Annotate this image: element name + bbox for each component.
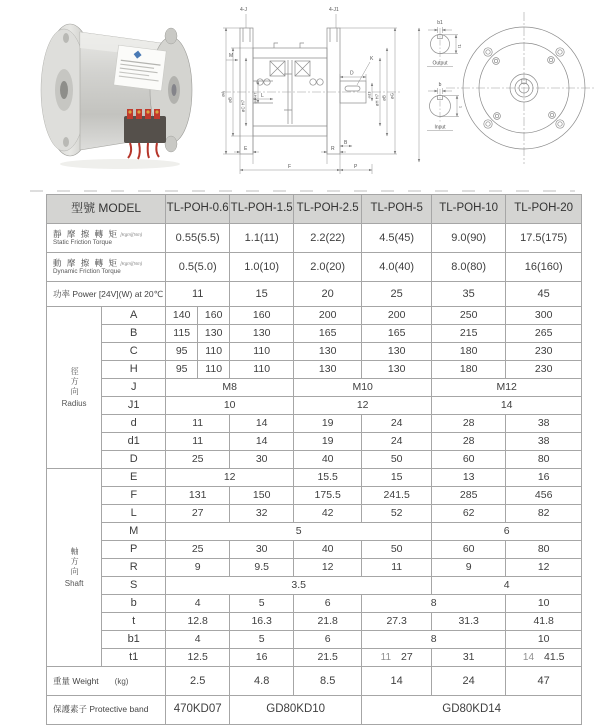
table-row [47,469,582,487]
row-label: E [102,469,166,487]
spec-value: 12 [294,397,432,415]
spec-value: 165 [362,325,432,343]
table-row [47,559,582,577]
spec-value: 40 [294,541,362,559]
spec-value: 12 [294,559,362,577]
spec-value: 3.5 [166,577,432,595]
front-view-drawing [412,2,600,190]
spec-value: 32 [230,505,294,523]
table-row [47,325,582,343]
dim-label-f: F [288,164,292,170]
table-row [47,451,582,469]
spec-value: 180 [432,361,506,379]
spec-value: GD80KD10 [230,696,362,725]
dim-label-t1: t1 [457,44,462,48]
spec-value: M10 [294,379,432,397]
spec-value: 130 [294,361,362,379]
spec-value: 11 [166,282,230,307]
column-header: TL-POH-1.5 [230,195,294,224]
spec-value: 175.5 [294,487,362,505]
spec-value: 0.5(5.0) [166,253,230,282]
dim-label-t: t [458,106,463,108]
spec-value: 110 [198,361,230,379]
row-label: D [102,451,166,469]
spec-value: 130 [198,325,230,343]
header-row [47,195,582,224]
spec-value: 24 [362,433,432,451]
spec-value: M12 [432,379,582,397]
spec-value: 200 [294,307,362,325]
spec-value: 41.8 [506,613,582,631]
table-row [47,282,582,307]
spec-value: 140 [166,307,198,325]
dim-label-k: K [370,56,374,62]
spec-value: 31 [432,649,506,667]
row-label: t [102,613,166,631]
table-row [47,224,582,253]
spec-value: 6 [432,523,582,541]
column-header: TL-POH-10 [432,195,506,224]
spec-value: 110 [198,343,230,361]
spec-value: 4.0(40) [362,253,432,282]
spec-value: 11 [362,559,432,577]
spec-value: 200 [362,307,432,325]
spec-value: 160 [198,307,230,325]
spec-value: 21.8 [294,613,362,631]
spec-value: 35 [432,282,506,307]
spec-value: 16 [506,469,582,487]
spec-value: 456 [506,487,582,505]
spec-value: 10 [506,631,582,649]
dim-label-oc: øC H7 [240,99,246,113]
spec-value: 130 [294,343,362,361]
input-label: Input [434,124,446,131]
dim-label-oa: øA [220,91,226,97]
spec-value: 11 27 [362,649,432,667]
table-row [47,577,582,595]
table-row [47,613,582,631]
table-row [47,379,582,397]
spec-value: 20 [294,282,362,307]
spec-value: 19 [294,415,362,433]
spec-value: M8 [166,379,294,397]
column-header: TL-POH-0.6 [166,195,230,224]
row-label: d1 [102,433,166,451]
spec-value: 6 [294,595,362,613]
spec-value: 9.5 [230,559,294,577]
spec-value: 27 [166,505,230,523]
spec-value: 38 [506,415,582,433]
spec-table-wrap [46,194,582,725]
dim-label-4j1: 4-J1 [329,7,339,13]
table-row [47,541,582,559]
group-label: 軸方向 Shaft [47,469,102,667]
output-keyway-detail [427,20,462,67]
product-label [114,45,167,91]
spec-value: 25 [166,541,230,559]
spec-value: 2.2(22) [294,224,362,253]
group-label: 徑方向 Radius [47,307,102,469]
spec-value: 1.1(11) [230,224,294,253]
spec-value: 130 [230,325,294,343]
column-header: TL-POH-20 [506,195,582,224]
dim-label-4j: 4-J [240,7,247,13]
spec-value: 28 [432,433,506,451]
product-photo [28,6,200,178]
scan-artifact-line [30,190,575,192]
dim-label-b: b [438,82,442,88]
row-label: b1 [102,631,166,649]
spec-value: 4 [166,631,230,649]
dim-label-e: E [244,146,248,152]
row-label: J [102,379,166,397]
dim-label-m: M [229,53,234,59]
spec-value: 6 [294,631,362,649]
spec-value: 14 [362,667,432,696]
spec-value: 2.5 [166,667,230,696]
row-label: C [102,343,166,361]
spec-value: 31.3 [432,613,506,631]
spec-value: 14 [230,415,294,433]
spec-value: 14 41.5 [506,649,582,667]
spec-value: 28 [432,415,506,433]
spec-value: 80 [506,451,582,469]
spec-value: 16(160) [506,253,582,282]
spec-value: 11 [166,415,230,433]
spec-value: 42 [294,505,362,523]
spec-value: 10 [166,397,294,415]
spec-value: 165 [294,325,362,343]
spec-value: 13 [432,469,506,487]
spec-value: 300 [506,307,582,325]
spec-value: 110 [230,361,294,379]
spec-value: 50 [362,541,432,559]
table-row [47,307,582,325]
spec-value: 25 [362,282,432,307]
spec-value: 16.3 [230,613,294,631]
row-label: t1 [102,649,166,667]
row-label: d [102,415,166,433]
spec-value: 9 [432,559,506,577]
spec-value: 95 [166,361,198,379]
spec-value: 15.5 [294,469,362,487]
spec-value: 10 [506,595,582,613]
row-label: 保護素子 Protective band [47,696,166,725]
spec-value: 150 [230,487,294,505]
spec-value: 15 [362,469,432,487]
row-label: 重量 Weight (kg) [47,667,166,696]
spec-value: 14 [432,397,582,415]
spec-value: 12.5 [166,649,230,667]
spec-value: 15 [230,282,294,307]
row-label: B [102,325,166,343]
terminal-block [124,109,166,159]
dim-label-ob-right: øB [381,95,387,101]
spec-value: 8.5 [294,667,362,696]
spec-value: 130 [362,361,432,379]
spec-value: 40 [294,451,362,469]
row-label: S [102,577,166,595]
spec-value: 62 [432,505,506,523]
dim-label-r: R [331,146,335,152]
row-label: P [102,541,166,559]
dim-label-d: D [350,70,354,77]
spec-value: 4.5(45) [362,224,432,253]
table-row [47,415,582,433]
spec-value: 47 [506,667,582,696]
spec-value: 131 [166,487,230,505]
spec-value: 250 [432,307,506,325]
spec-value: 130 [362,343,432,361]
row-label: R [102,559,166,577]
spec-value: 82 [506,505,582,523]
row-label: H [102,361,166,379]
spec-value: 25 [166,451,230,469]
spec-value: 45 [506,282,582,307]
input-keyway-detail [427,82,463,131]
spec-value: 1.0(10) [230,253,294,282]
dim-label-p: P [354,164,358,170]
spec-value: 11 [166,433,230,451]
spec-value: 285 [432,487,506,505]
dim-label-oh: øH H7 [374,93,380,107]
dim-label-b: B [344,140,348,146]
spec-value: 14 [230,433,294,451]
dim-label-od1: ød1 [366,91,372,99]
table-row [47,433,582,451]
row-label: A [102,307,166,325]
row-label: J1 [102,397,166,415]
spec-table [46,194,582,725]
spec-value: 4.8 [230,667,294,696]
spec-value: 12.8 [166,613,230,631]
row-label: M [102,523,166,541]
spec-value: 4 [432,577,582,595]
spec-value: 241.5 [362,487,432,505]
spec-value: 8 [362,631,506,649]
spec-value: 27.3 [362,613,432,631]
spec-value: 24 [432,667,506,696]
spec-value: 12 [166,469,294,487]
spec-value: 60 [432,451,506,469]
row-label: 功率 Power [24V](W) at 20℃ [47,282,166,307]
spec-value: 21.5 [294,649,362,667]
table-row [47,523,582,541]
spec-value: 9 [166,559,230,577]
spec-value: 5 [230,595,294,613]
row-label: 動 摩 擦 轉 矩 [Kgm](Nm) Dynamic Friction Torque [47,253,166,282]
table-row [47,667,582,696]
spec-value: 17.5(175) [506,224,582,253]
table-row [47,505,582,523]
row-label: F [102,487,166,505]
spec-value: 110 [230,343,294,361]
row-label: 靜 摩 擦 轉 矩 [Kgm](Nm) Static Friction Torque [47,224,166,253]
spec-value: 5 [230,631,294,649]
model-header-label: 型號 MODEL [47,195,166,224]
spec-value: 12 [506,559,582,577]
dim-label-og: øG [389,92,395,100]
spec-value: 8.0(80) [432,253,506,282]
cross-section-drawing [196,2,410,190]
dim-label-l: L [261,93,264,99]
column-header: TL-POH-5 [362,195,432,224]
spec-value: 52 [362,505,432,523]
table-row [47,631,582,649]
table-row [47,649,582,667]
spec-value: GD80KD14 [362,696,582,725]
row-label: b [102,595,166,613]
table-row [47,361,582,379]
column-header: TL-POH-2.5 [294,195,362,224]
spec-value: 9.0(90) [432,224,506,253]
table-row [47,595,582,613]
spec-value: 60 [432,541,506,559]
table-row [47,343,582,361]
dim-label-ob-left: øB [227,97,233,103]
table-row [47,696,582,725]
spec-value: 24 [362,415,432,433]
photo-shadow [60,159,180,169]
spec-value: 230 [506,361,582,379]
spec-value: 16 [230,649,294,667]
dim-label-od: ød H7 [252,92,258,104]
spec-value: 95 [166,343,198,361]
spec-value: 230 [506,343,582,361]
spec-value: 160 [230,307,294,325]
spec-value: 80 [506,541,582,559]
spec-value: 2.0(20) [294,253,362,282]
spec-value: 0.55(5.5) [166,224,230,253]
spec-value: 38 [506,433,582,451]
table-row [47,397,582,415]
row-label: L [102,505,166,523]
table-row [47,253,582,282]
spec-value: 19 [294,433,362,451]
spec-value: 265 [506,325,582,343]
table-row [47,487,582,505]
spec-value: 30 [230,451,294,469]
spec-value: 5 [166,523,432,541]
spec-value: 4 [166,595,230,613]
dim-label-b1: b1 [437,20,443,26]
spec-value: 215 [432,325,506,343]
spec-value: 180 [432,343,506,361]
spec-value: 30 [230,541,294,559]
spec-value: 50 [362,451,432,469]
spec-value: 115 [166,325,198,343]
output-label: Output [432,60,448,67]
spec-value: 470KD07 [166,696,230,725]
spec-value: 8 [362,595,506,613]
